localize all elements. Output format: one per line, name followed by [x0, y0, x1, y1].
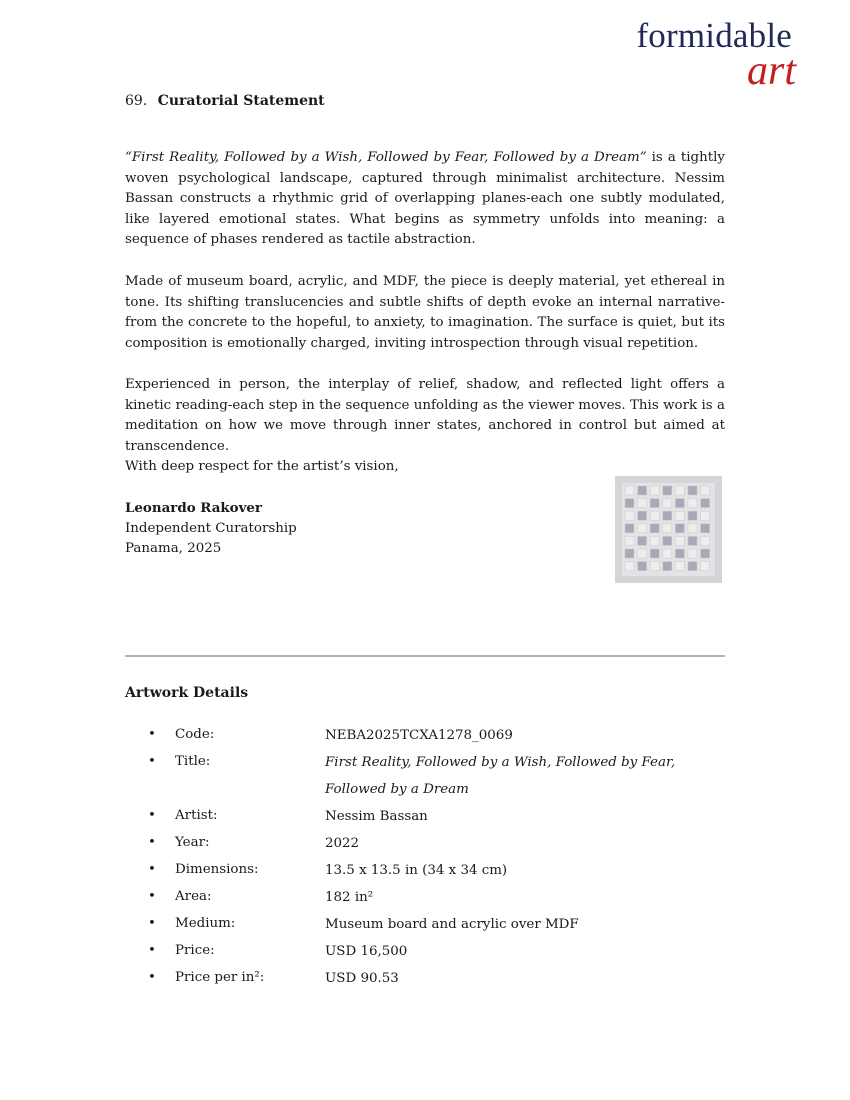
detail-value: NEBA2025TCXA1278_0069: [325, 727, 513, 743]
artwork-grid-tile: [650, 524, 659, 533]
section-title: Curatorial Statement: [157, 93, 325, 109]
artwork-grid-tile: [625, 499, 634, 508]
artwork-grid-tile: [638, 524, 647, 533]
detail-value: 13.5 x 13.5 in (34 x 34 cm): [325, 862, 508, 878]
artwork-grid-tile: [638, 536, 647, 545]
statement-paragraph-1: [125, 148, 725, 251]
bullet-icon: •: [148, 916, 156, 931]
detail-label: Artist:: [175, 808, 218, 823]
detail-label: Code:: [175, 727, 215, 742]
statement-artwork-title: “First Reality, Followed by a Wish, Followed by Fear, Followed by a Dream”: [125, 150, 647, 165]
detail-label: Medium:: [175, 916, 236, 931]
bullet-icon: •: [148, 943, 156, 958]
curator-name: Leonardo Rakover: [125, 500, 262, 516]
detail-value: 2022: [325, 835, 360, 851]
section-heading: [125, 93, 325, 109]
artwork-grid-tile: [675, 511, 684, 520]
statement-paragraph-3: Experienced in person, the interplay of relief, shadow, and reflected light offers a kinetic reading-each step in the sequence unfolding as the viewer moves. This work is a meditation on how we move through inner states, anchored in control but aimed at transcendence.: [125, 377, 725, 454]
bullet-icon: •: [148, 835, 156, 850]
artwork-grid-tile: [675, 562, 684, 571]
detail-label: Title:: [175, 754, 211, 769]
section-divider: [125, 655, 725, 657]
detail-row-price-per-area: [148, 968, 748, 995]
artwork-grid-tile: [688, 549, 697, 558]
artwork-grid-tile: [625, 486, 634, 495]
detail-label: Dimensions:: [175, 862, 259, 877]
artwork-grid-tile: [701, 511, 710, 520]
artwork-grid-tile: [688, 511, 697, 520]
bullet-icon: •: [148, 862, 156, 877]
detail-label: Price per in²:: [175, 970, 265, 985]
artwork-grid-tile: [663, 486, 672, 495]
bullet-icon: •: [148, 808, 156, 823]
artwork-grid-tile: [663, 524, 672, 533]
detail-label: Year:: [175, 835, 210, 850]
statement-paragraph-1-text: is a tightly woven psychological landscape, captured through minimalist architecture. Nessim Bassan constructs a rhythmic grid of overlapping planes-each one subtly modulated, like layered emotional states. What begins as symmetry unfolds into meaning: a sequence of phases rendered as tactile abstraction.: [125, 150, 725, 248]
artwork-grid-tile: [650, 536, 659, 545]
brand-logo: [636, 16, 796, 94]
artwork-grid-tile: [625, 511, 634, 520]
bullet-icon: •: [148, 889, 156, 904]
artwork-grid-tile: [675, 486, 684, 495]
artwork-grid-tile: [638, 562, 647, 571]
artwork-grid-tile: [663, 499, 672, 508]
artwork-grid-tile: [663, 536, 672, 545]
artwork-grid-tile: [675, 524, 684, 533]
artwork-grid-tile: [688, 536, 697, 545]
artwork-grid-tile: [625, 562, 634, 571]
artwork-grid-tile: [688, 524, 697, 533]
signature-block: [125, 498, 297, 560]
artwork-grid-tile: [638, 549, 647, 558]
artwork-grid-tile: [701, 549, 710, 558]
artwork-grid-tile: [625, 536, 634, 545]
detail-label: Price:: [175, 943, 215, 958]
artwork-grid-tile: [650, 562, 659, 571]
artwork-grid-tile: [625, 549, 634, 558]
closing-line: With deep respect for the artist’s vision,: [125, 459, 399, 474]
artwork-grid-tile: [650, 499, 659, 508]
artwork-grid-tile: [638, 499, 647, 508]
statement-paragraph-2: Made of museum board, acrylic, and MDF, the piece is deeply material, yet ethereal in tone. Its shifting translucencies and subtle shifts of depth evoke an internal narrative-from the concrete to the hopeful, to anxiety, to imagination. The surface is quiet, but its composition is emotionally charged, inviting introspection through visual repetition.: [125, 274, 725, 351]
artwork-grid-tile: [638, 486, 647, 495]
bullet-icon: •: [148, 754, 156, 769]
bullet-icon: •: [148, 970, 156, 985]
artwork-grid-tile: [650, 486, 659, 495]
detail-value: USD 16,500: [325, 943, 408, 959]
logo-wordmark-art: art: [746, 48, 796, 94]
detail-value: 182 in²: [325, 889, 374, 905]
curator-role: Independent Curatorship: [125, 520, 297, 536]
artwork-grid-tile: [688, 499, 697, 508]
artwork-grid-tile: [701, 499, 710, 508]
artwork-grid-tile: [663, 562, 672, 571]
detail-row-title: [148, 752, 748, 806]
artwork-grid-tile: [663, 511, 672, 520]
detail-value: First Reality, Followed by a Wish, Followed by Fear, Followed by a Dream: [325, 754, 676, 797]
artwork-grid-tile: [675, 499, 684, 508]
section-number: 69.: [125, 93, 148, 109]
artwork-grid-tile: [701, 524, 710, 533]
detail-value: USD 90.53: [325, 970, 399, 986]
artwork-grid-tile: [701, 562, 710, 571]
artwork-grid-tile: [650, 511, 659, 520]
artwork-details-list: [148, 725, 748, 995]
artwork-grid-tile: [688, 562, 697, 571]
artwork-thumbnail: [615, 476, 722, 583]
artwork-grid-tile: [663, 549, 672, 558]
artwork-grid-tile: [701, 536, 710, 545]
detail-value: Museum board and acrylic over MDF: [325, 916, 579, 932]
details-heading: Artwork Details: [125, 685, 249, 701]
artwork-grid-tile: [650, 549, 659, 558]
bullet-icon: •: [148, 727, 156, 742]
detail-label: Area:: [175, 889, 212, 904]
detail-value: Nessim Bassan: [325, 808, 428, 824]
artwork-grid-tile: [675, 549, 684, 558]
artwork-grid-tile: [701, 486, 710, 495]
artwork-grid-tile: [675, 536, 684, 545]
artwork-grid-tile: [688, 486, 697, 495]
logo-wordmark-formidable: formidable: [636, 16, 792, 55]
curator-place-date: Panama, 2025: [125, 541, 222, 557]
artwork-grid-tile: [638, 511, 647, 520]
artwork-grid-tile: [625, 524, 634, 533]
